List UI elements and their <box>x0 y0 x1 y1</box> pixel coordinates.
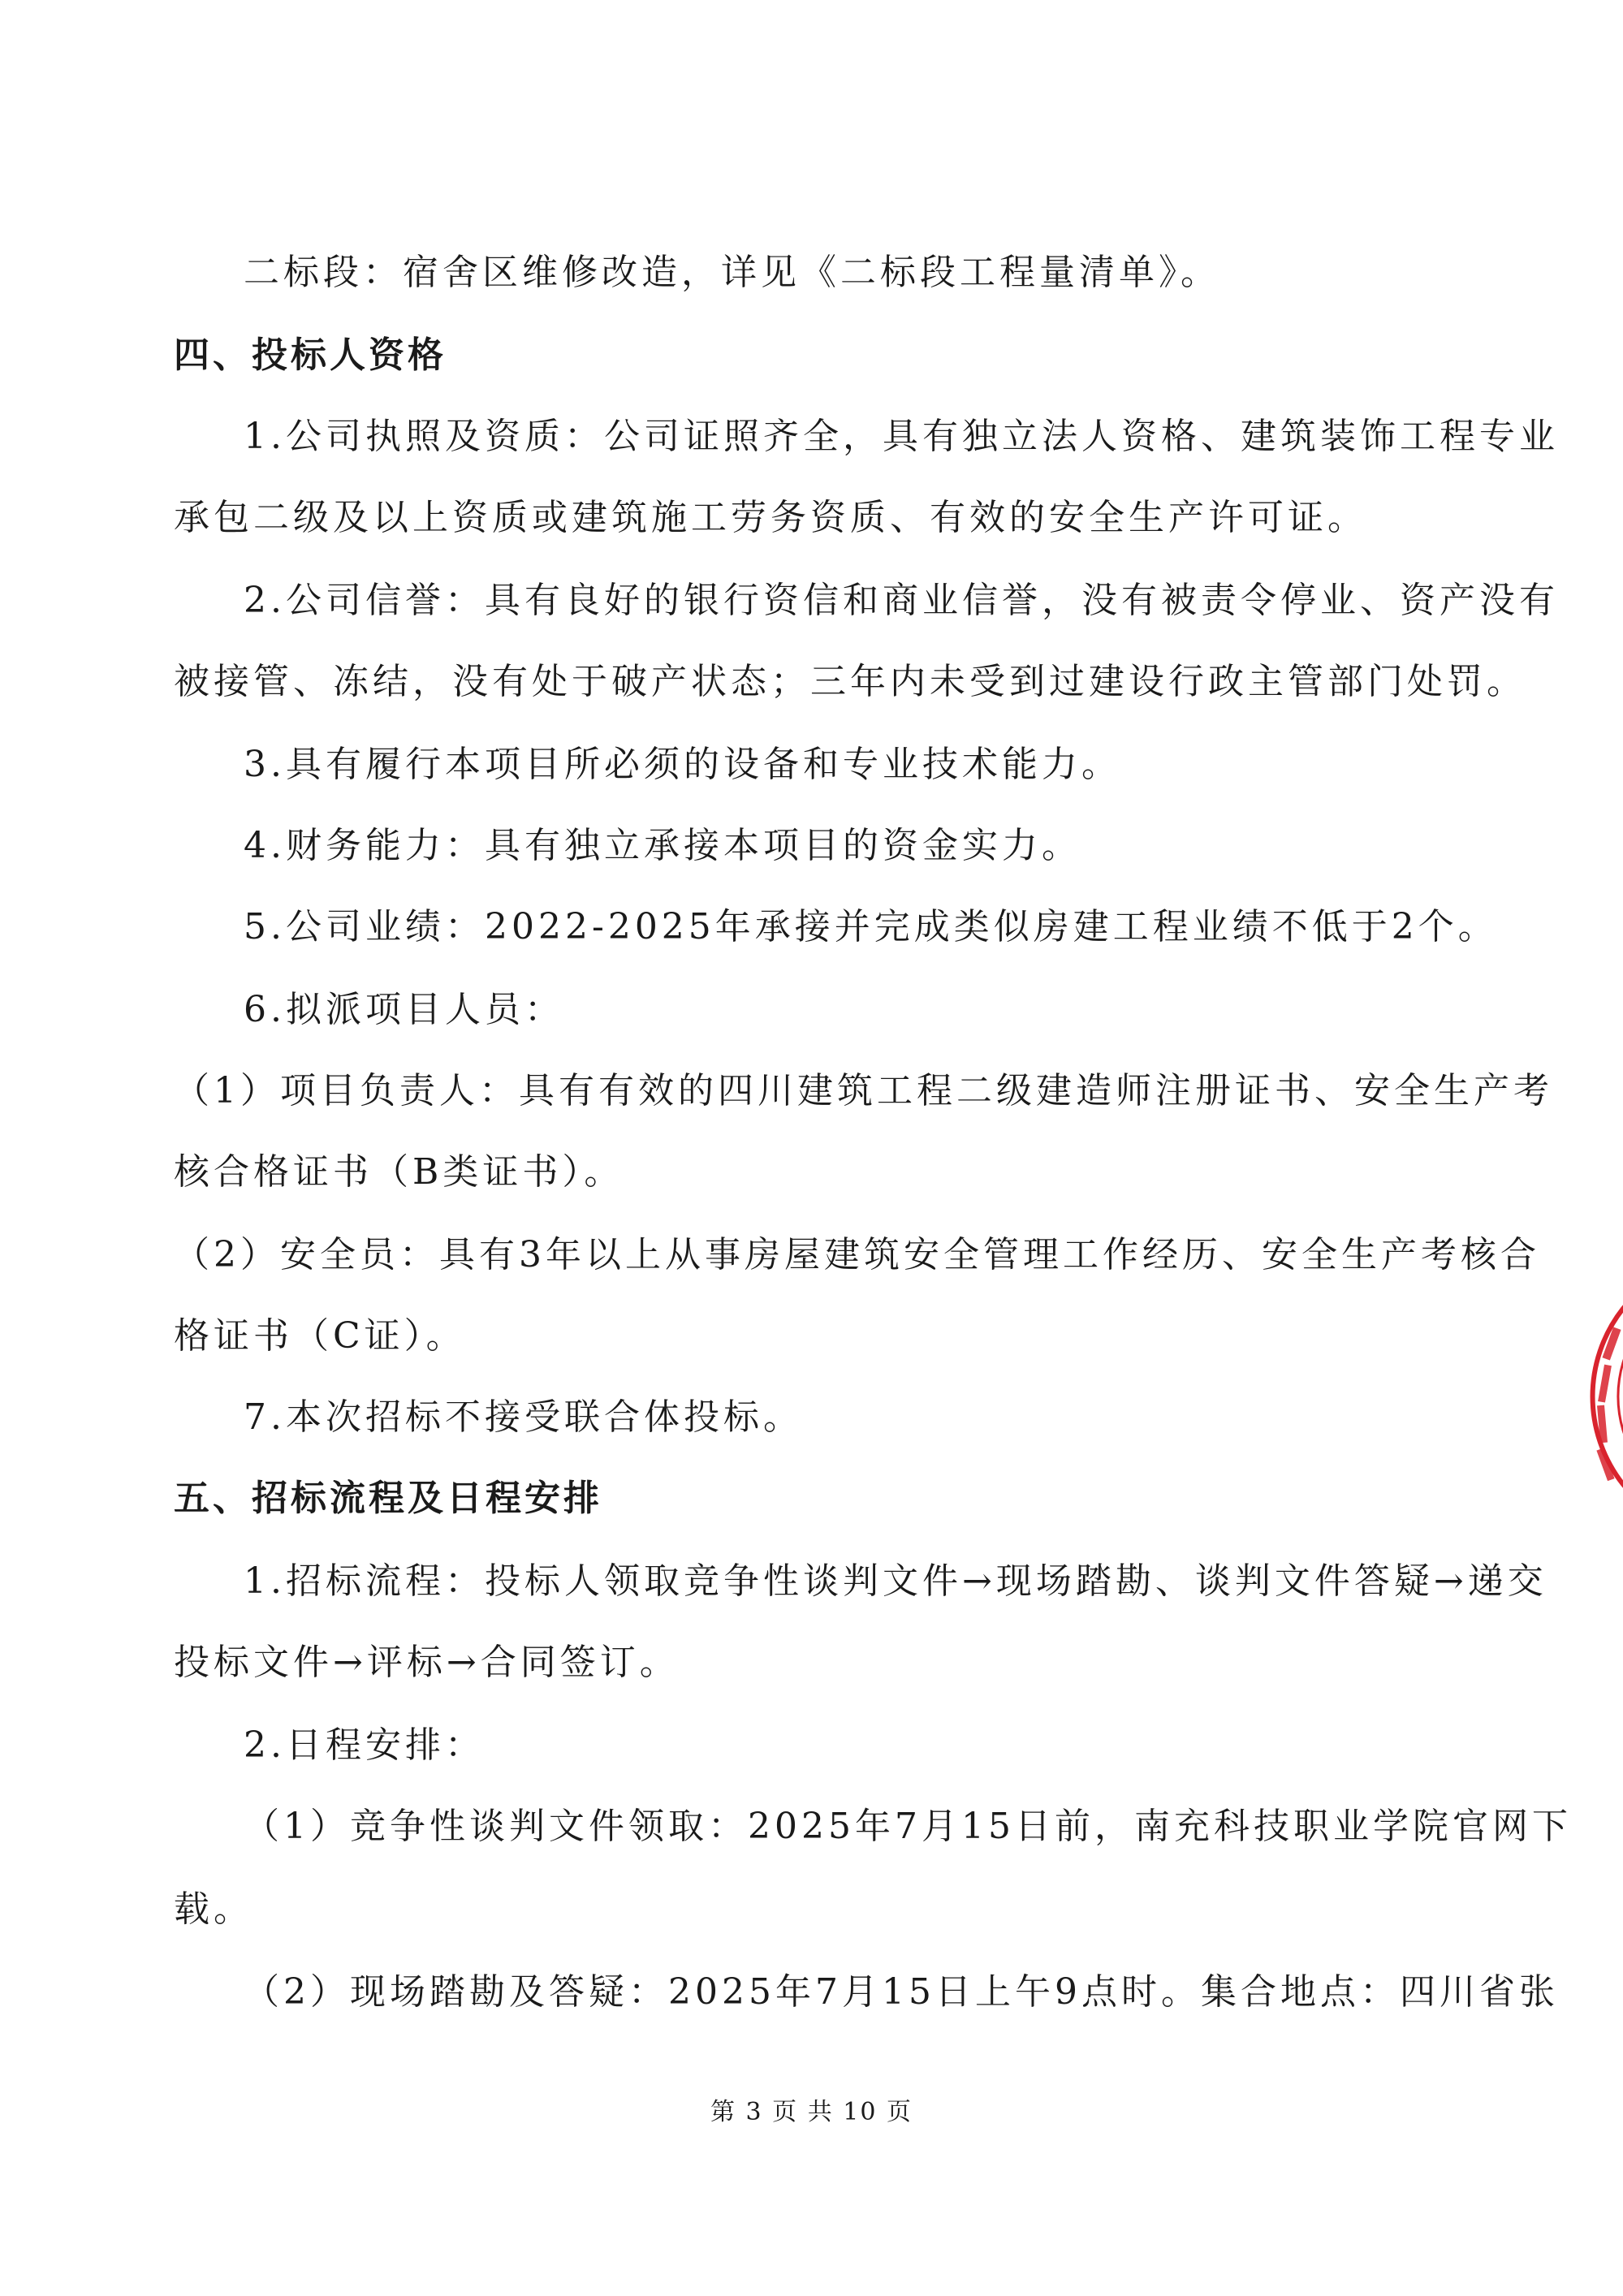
page-footer: 第 3 页 共 10 页 <box>710 2098 913 2126</box>
schedule-1-line-1: （1）竞争性谈判文件领取：2025年7月15日前，南充科技职业学院官网下 <box>244 1806 1572 1847</box>
qualification-4: 4.财务能力：具有独立承接本项目的资金实力。 <box>244 825 1081 866</box>
process-line-2: 投标文件→评标→合同签订。 <box>174 1642 680 1683</box>
qualification-2-line-2: 被接管、冻结，没有处于破产状态；三年内未受到过建设行政主管部门处罚。 <box>174 661 1526 702</box>
seal-glyph-fragment <box>1598 1365 1612 1403</box>
section-3-tender-2-text: 二标段：宿舍区维修改造，详见《二标段工程量清单》。 <box>244 252 1220 293</box>
qualification-6: 6.拟派项目人员： <box>244 989 564 1030</box>
process-line-1: 1.招标流程：投标人领取竞争性谈判文件→现场踏勘、谈判文件答疑→递交 <box>244 1560 1547 1602</box>
schedule-1-line-2: 载。 <box>174 1888 253 1930</box>
official-seal-stamp <box>1547 1242 1623 1551</box>
personnel-2-line-1: （2）安全员：具有3年以上从事房屋建筑安全管理工作经历、安全生产考核合 <box>174 1234 1540 1275</box>
personnel-1-line-2: 核合格证书（B类证书）。 <box>174 1151 624 1193</box>
schedule-heading: 2.日程安排： <box>244 1724 485 1766</box>
qualification-3: 3.具有履行本项目所必须的设备和专业技术能力。 <box>244 744 1121 785</box>
qualification-7: 7.本次招标不接受联合体投标。 <box>244 1396 803 1438</box>
seal-inner-ring <box>1618 1287 1623 1506</box>
section-5-heading: 五、招标流程及日程安排 <box>174 1478 602 1519</box>
qualification-1-line-2: 承包二级及以上资质或建筑施工劳务资质、有效的安全生产许可证。 <box>174 497 1367 538</box>
qualification-5: 5.公司业绩：2022-2025年承接并完成类似房建工程业绩不低于2个。 <box>244 906 1498 947</box>
section-4-heading: 四、投标人资格 <box>174 334 447 376</box>
personnel-2-line-2: 格证书（C证）。 <box>174 1315 466 1357</box>
qualification-2-line-1: 2.公司信誉：具有良好的银行资信和商业信誉，没有被责令停业、资产没有 <box>244 580 1559 621</box>
schedule-2-line-1: （2）现场踏勘及答疑：2025年7月15日上午9点时。集合地点：四川省张 <box>244 1971 1559 2013</box>
qualification-1-line-1: 1.公司执照及资质：公司证照齐全，具有独立法人资格、建筑装饰工程专业 <box>244 416 1559 457</box>
personnel-1-line-1: （1）项目负责人：具有有效的四川建筑工程二级建造师注册证书、安全生产考 <box>174 1070 1553 1111</box>
